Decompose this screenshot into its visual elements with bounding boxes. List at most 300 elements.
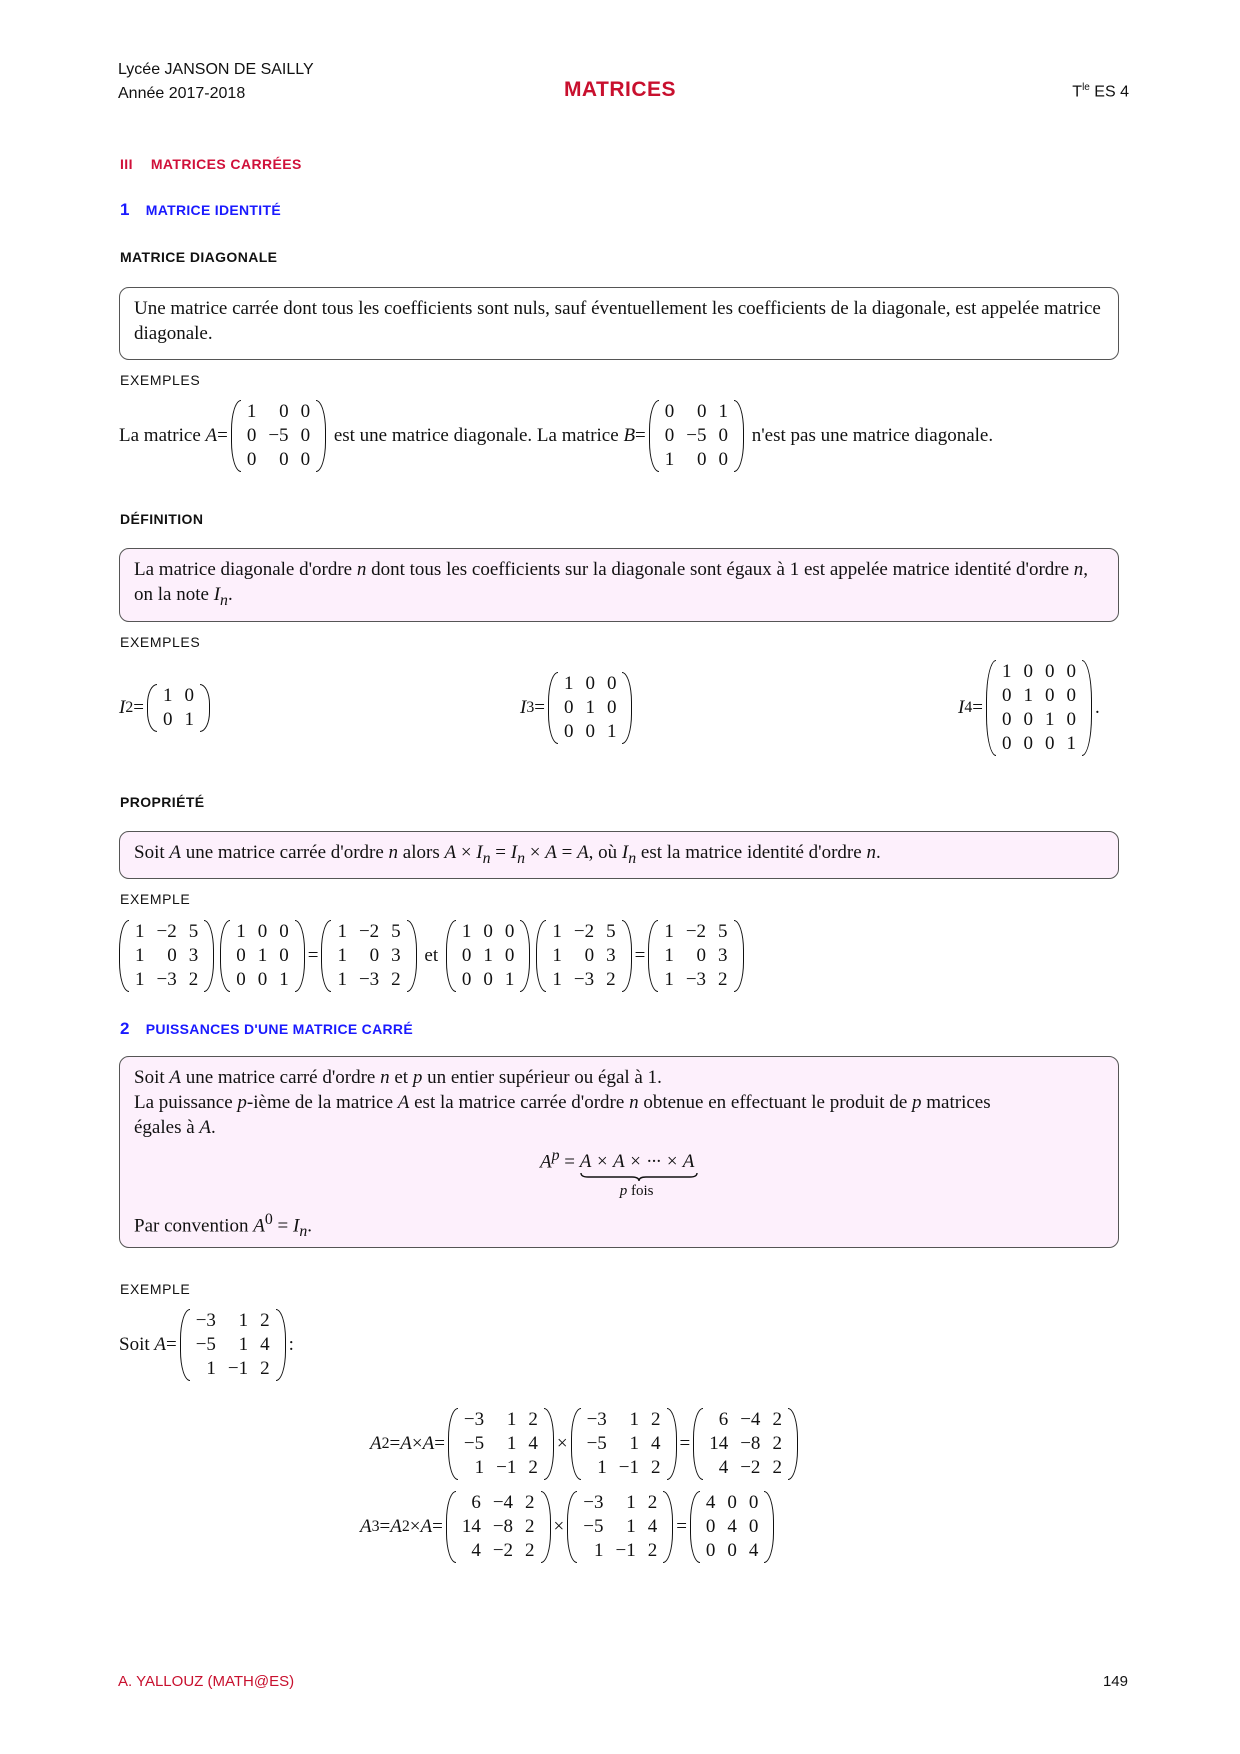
- matrix-cell: 2: [525, 1516, 535, 1537]
- matrix-cell: 0: [483, 921, 493, 942]
- matrix-cell: 0: [606, 697, 617, 718]
- matrix-cell: 2: [528, 1457, 538, 1478]
- matrix-cell: 1: [664, 945, 674, 966]
- matrix-cell: 4: [260, 1334, 270, 1355]
- example2-label: EXEMPLE: [120, 1281, 191, 1297]
- left-paren: [180, 1309, 190, 1381]
- matrix-cell: 1: [1044, 709, 1055, 730]
- matrix-row: [546, 944, 621, 968]
- matrix-row: [546, 968, 621, 992]
- matrix-cell: 0: [461, 945, 472, 966]
- matrix-row: [558, 720, 623, 744]
- matrix-cell: −8: [492, 1516, 514, 1537]
- right-paren: [734, 920, 744, 992]
- text: et: [389, 1067, 413, 1088]
- text: Par convention: [134, 1215, 254, 1237]
- matrix-cell: 1: [606, 721, 617, 742]
- text: obtenue en effectuant le produit de: [638, 1092, 913, 1113]
- times: ×: [556, 1433, 568, 1454]
- matrix-row: [700, 1515, 765, 1539]
- equals: =: [389, 1433, 401, 1454]
- school-year: Année 2017-2018: [118, 85, 246, 102]
- matrix-cell: −2: [740, 1457, 761, 1478]
- equals: =: [434, 1433, 445, 1454]
- section-number: III: [120, 156, 133, 172]
- matrix-row: [659, 400, 734, 424]
- power-definition-box: [119, 1056, 1119, 1248]
- matrix-body: [658, 920, 733, 992]
- matrix-cell: 1: [135, 921, 145, 942]
- class-label: [1072, 82, 1129, 101]
- matrix-cell: 1: [238, 1310, 249, 1331]
- identity-I3: [520, 672, 635, 744]
- matrix-cell: 1: [629, 1409, 639, 1430]
- text: , on la note: [134, 559, 1089, 605]
- matrix-cell: 2: [651, 1409, 661, 1430]
- var-n: n: [356, 559, 367, 580]
- matrix-row: [129, 968, 204, 992]
- var-A: A: [360, 1516, 372, 1537]
- matrix-row: [558, 672, 623, 696]
- subsection-2-heading: [120, 1019, 413, 1039]
- var-n: n: [299, 1223, 308, 1241]
- matrix-M: [648, 920, 743, 992]
- matrix-cell: 0: [705, 1516, 716, 1537]
- text: égales à: [134, 1117, 200, 1138]
- matrix-A2: [446, 1491, 551, 1563]
- matrix-row: [241, 424, 316, 448]
- matrix-cell: 3: [391, 945, 401, 966]
- var-p: p: [551, 1147, 560, 1164]
- matrix-cell: −5: [268, 425, 289, 446]
- matrix-cell: 2: [772, 1409, 782, 1430]
- matrix-cell: 0: [184, 685, 194, 706]
- matrix-row: [996, 708, 1082, 732]
- superscript: 2: [401, 1518, 410, 1535]
- matrix-cell: 1: [1001, 661, 1012, 682]
- matrix-cell: 0: [167, 945, 177, 966]
- times: ×: [456, 842, 477, 863]
- matrix-cell: 0: [1066, 685, 1076, 706]
- matrix-M: [119, 920, 214, 992]
- matrix-cell: 0: [1001, 709, 1012, 730]
- var-I: I: [213, 584, 221, 605]
- matrix-row: [331, 944, 406, 968]
- matrix-cell: 3: [718, 945, 728, 966]
- matrix-cell: −5: [686, 425, 707, 446]
- matrix-cell: 1: [626, 1516, 636, 1537]
- property-example-line: [116, 920, 747, 992]
- right-paren: [734, 400, 744, 472]
- matrix-cell: 1: [279, 969, 289, 990]
- diag-definition-text: Une matrice carrée dont tous les coefficients sont nuls, sauf éventuellement les coefficients de la diagonale, est appelée matrice diagonale.: [134, 298, 1101, 344]
- var-n: n: [517, 849, 526, 867]
- matrix-body: [703, 1408, 788, 1480]
- matrix-cell: 0: [563, 721, 574, 742]
- equals: =: [432, 1516, 443, 1537]
- colon: :: [288, 1334, 294, 1355]
- matrix-body: [331, 920, 406, 992]
- matrix-cell: 1: [563, 673, 574, 694]
- matrix-cell: 0: [1044, 685, 1055, 706]
- var-I: I: [958, 697, 965, 718]
- matrix-A2: [693, 1408, 798, 1480]
- matrix-body: [558, 672, 623, 744]
- matrix-cell: 6: [471, 1492, 481, 1513]
- matrix-body: [456, 920, 521, 992]
- matrix-cell: 4: [705, 1492, 716, 1513]
- matrix-cell: 1: [238, 1334, 249, 1355]
- matrix-cell: 0: [585, 673, 595, 694]
- matrix-row: [577, 1515, 663, 1539]
- left-paren: [693, 1408, 703, 1480]
- matrix-cell: 1: [483, 945, 493, 966]
- matrix-cell: 0: [705, 1540, 716, 1561]
- matrix-row: [157, 684, 200, 708]
- matrix-cell: 0: [162, 709, 173, 730]
- text: dont tous les coefficients sur la diagonale sont égaux à 1 est appelée matrice identité d'ordre: [366, 559, 1074, 580]
- matrix-cell: 2: [188, 969, 199, 990]
- var-A: A: [169, 842, 181, 863]
- left-paren: [648, 920, 658, 992]
- matrix-cell: 2: [528, 1409, 538, 1430]
- right-paren: [788, 1408, 798, 1480]
- text: -ième de la matrice: [246, 1092, 398, 1113]
- matrix-row: [577, 1539, 663, 1563]
- matrix-cell: 0: [246, 449, 257, 470]
- example2-A-line: [119, 1309, 294, 1381]
- text: n'est pas une matrice diagonale.: [751, 425, 994, 446]
- matrix-row: [659, 448, 734, 472]
- matrix-cell: 2: [606, 969, 616, 990]
- matrix-row: [581, 1456, 667, 1480]
- section-title: MATRICES CARRÉES: [150, 156, 302, 172]
- power-formula: [540, 1143, 695, 1200]
- matrix-row: [129, 920, 204, 944]
- matrix-cell: 1: [506, 1409, 517, 1430]
- school-name: Lycée JANSON DE SAILLY: [118, 61, 314, 78]
- matrix-body: [230, 920, 295, 992]
- matrix-cell: 6: [718, 1409, 729, 1430]
- matrix-A: [567, 1491, 673, 1563]
- matrix-row: [658, 968, 733, 992]
- identity-I2: [119, 684, 213, 732]
- matrix-cell: 0: [1023, 661, 1033, 682]
- matrix-row: [703, 1432, 788, 1456]
- matrix-row: [456, 968, 521, 992]
- matrix-cell: −3: [586, 1409, 607, 1430]
- right-paren: [204, 920, 214, 992]
- equals: =: [635, 425, 646, 446]
- times: ×: [525, 842, 546, 863]
- matrix-cell: 14: [709, 1433, 729, 1454]
- class-suffix: ES 4: [1089, 83, 1129, 101]
- matrix-cell: 1: [135, 945, 145, 966]
- matrix-cell: 0: [236, 969, 246, 990]
- equals: =: [559, 1151, 580, 1173]
- matrix-row: [456, 1491, 541, 1515]
- matrix-body: [996, 660, 1082, 756]
- matrix-cell: 1: [593, 1540, 604, 1561]
- equals: =: [379, 1516, 391, 1537]
- matrix-cell: 2: [260, 1310, 270, 1331]
- matrix-row: [230, 944, 295, 968]
- text: matrices: [921, 1092, 991, 1113]
- var-A: A: [390, 1516, 402, 1537]
- matrix-B: [649, 400, 744, 472]
- matrix-cell: −1: [496, 1457, 517, 1478]
- text: une matrice carrée d'ordre: [180, 842, 389, 863]
- matrix-cell: 4: [647, 1516, 658, 1537]
- subsection-title: MATRICE IDENTITÉ: [145, 202, 281, 218]
- var-p: p: [237, 1092, 247, 1113]
- matrix-cell: 0: [504, 945, 515, 966]
- matrix-row: [700, 1491, 765, 1515]
- matrix-cell: 1: [552, 921, 562, 942]
- matrix-cell: 2: [525, 1540, 535, 1561]
- matrix-I2: [147, 684, 210, 732]
- matrix-cell: −3: [463, 1409, 485, 1430]
- matrix-cell: 0: [504, 921, 515, 942]
- matrix-M: [536, 920, 631, 992]
- matrix-cell: 0: [748, 1492, 759, 1513]
- brace-label: [620, 1179, 654, 1204]
- text: La puissance: [134, 1092, 238, 1113]
- equals: =: [676, 1516, 687, 1537]
- var-B: B: [623, 425, 636, 446]
- matrix-cell: 1: [552, 945, 562, 966]
- superscript: 3: [371, 1518, 380, 1535]
- right-paren: [200, 684, 210, 732]
- matrix-cell: 3: [606, 945, 616, 966]
- right-paren: [663, 1491, 673, 1563]
- matrix-row: [659, 424, 734, 448]
- matrix-cell: 0: [1023, 733, 1033, 754]
- text: alors: [398, 842, 445, 863]
- right-paren: [622, 672, 632, 744]
- matrix-cell: 0: [664, 401, 675, 422]
- matrix-I3: [220, 920, 305, 992]
- text: une matrice carré d'ordre: [180, 1067, 381, 1088]
- underbrace-group: [579, 1149, 695, 1200]
- power-line-3: [134, 1115, 1104, 1140]
- matrix-body: [241, 400, 316, 472]
- matrix-cell: 1: [184, 709, 194, 730]
- matrix-row: [581, 1408, 667, 1432]
- subscript: 2: [125, 699, 134, 716]
- right-paren: [276, 1309, 286, 1381]
- matrix-row: [703, 1408, 788, 1432]
- power-line-1: [134, 1065, 1104, 1090]
- matrix-body: [700, 1491, 765, 1563]
- A2-computation: [370, 1408, 801, 1480]
- matrix-cell: 1: [1023, 685, 1033, 706]
- matrix-row: [581, 1432, 667, 1456]
- subscript: 3: [526, 699, 535, 716]
- class-prefix: T: [1072, 83, 1083, 101]
- matrix-body: [190, 1309, 276, 1381]
- matrix-M: [321, 920, 416, 992]
- equals: =: [634, 945, 646, 966]
- matrix-cell: 1: [664, 969, 674, 990]
- matrix-cell: 2: [772, 1457, 782, 1478]
- matrix-A: [448, 1408, 554, 1480]
- matrix-cell: 0: [563, 697, 574, 718]
- left-paren: [649, 400, 659, 472]
- var-n: n: [380, 1067, 390, 1088]
- matrix-cell: 4: [718, 1457, 729, 1478]
- superscript: 0: [264, 1211, 273, 1228]
- text: est une matrice diagonale. La matrice: [333, 425, 619, 446]
- subscript: 4: [964, 699, 973, 716]
- matrix-cell: 1: [474, 1457, 485, 1478]
- text: est la matrice carrée d'ordre: [409, 1092, 630, 1113]
- matrix-cell: 2: [772, 1433, 782, 1454]
- matrix-cell: −2: [492, 1540, 514, 1561]
- matrix-cell: 0: [1066, 709, 1076, 730]
- matrix-cell: 2: [260, 1358, 270, 1379]
- left-paren: [690, 1491, 700, 1563]
- text-et: et: [424, 945, 439, 966]
- matrix-cell: 4: [471, 1540, 481, 1561]
- matrix-cell: 0: [1044, 661, 1055, 682]
- equals: =: [490, 842, 511, 863]
- matrix-cell: 2: [647, 1540, 658, 1561]
- matrix-cell: 0: [696, 449, 707, 470]
- matrix-cell: −1: [618, 1457, 639, 1478]
- matrix-cell: −3: [358, 969, 380, 990]
- matrix-A: [180, 1309, 286, 1381]
- equals: =: [133, 697, 144, 718]
- matrix-row: [456, 1515, 541, 1539]
- subsection-1-heading: [120, 200, 281, 220]
- left-paren: [567, 1491, 577, 1563]
- matrix-body: [659, 400, 734, 472]
- right-paren: [1082, 660, 1092, 756]
- period: .: [875, 842, 881, 863]
- matrix-row: [558, 696, 623, 720]
- page-title: MATRICES: [563, 78, 677, 101]
- var-A: A: [370, 1433, 382, 1454]
- matrix-cell: 0: [696, 945, 707, 966]
- matrix-row: [577, 1491, 663, 1515]
- matrix-row: [190, 1357, 276, 1381]
- matrix-cell: −3: [195, 1310, 216, 1331]
- matrix-cell: 5: [188, 921, 199, 942]
- def-heading: DÉFINITION: [120, 511, 204, 527]
- matrix-row: [230, 920, 295, 944]
- property-box: [119, 831, 1119, 879]
- matrix-cell: 1: [236, 921, 246, 942]
- var-A: A: [400, 1433, 412, 1454]
- matrix-cell: −3: [583, 1492, 604, 1513]
- matrix-row: [458, 1408, 544, 1432]
- matrix-cell: 0: [369, 945, 380, 966]
- matrix-cell: 1: [585, 697, 595, 718]
- var-A: A: [154, 1334, 166, 1355]
- var-A: A: [397, 1092, 410, 1113]
- left-paren: [446, 920, 456, 992]
- matrix-cell: 1: [629, 1433, 639, 1454]
- right-paren: [295, 920, 305, 992]
- class-sup: le: [1082, 82, 1090, 93]
- matrix-row: [700, 1539, 765, 1563]
- right-paren: [667, 1408, 677, 1480]
- left-paren: [446, 1491, 456, 1563]
- matrix-row: [703, 1456, 788, 1480]
- times: ×: [553, 1516, 565, 1537]
- matrix-cell: 1: [626, 1492, 636, 1513]
- left-paren: [231, 400, 241, 472]
- matrix-cell: 0: [696, 401, 707, 422]
- matrix-cell: 0: [279, 921, 289, 942]
- matrix-row: [658, 920, 733, 944]
- matrix-cell: 0: [748, 1516, 759, 1537]
- matrix-cell: −2: [685, 921, 707, 942]
- footer-author: A. YALLOUZ (MATH@ES): [118, 1673, 295, 1690]
- var-A: A: [205, 425, 218, 446]
- identity-I4: [958, 660, 1100, 756]
- text: est la matrice identité d'ordre: [636, 842, 867, 863]
- equals: =: [307, 945, 319, 966]
- matrix-cell: 0: [727, 1492, 737, 1513]
- matrix-cell: 1: [1066, 733, 1076, 754]
- matrix-cell: 0: [300, 449, 311, 470]
- period: .: [1094, 697, 1100, 718]
- section-heading: [120, 156, 302, 172]
- text: La matrice diagonale d'ordre: [134, 559, 357, 580]
- matrix-cell: 0: [718, 449, 728, 470]
- var-n: n: [388, 842, 399, 863]
- power-convention: [134, 1207, 312, 1244]
- matrix-row: [456, 920, 521, 944]
- var-A: A: [169, 1067, 181, 1088]
- text: Soit: [134, 842, 170, 863]
- matrix-cell: −4: [740, 1409, 761, 1430]
- matrix-row: [458, 1432, 544, 1456]
- var-n: n: [220, 591, 228, 609]
- times: ×: [411, 1433, 423, 1454]
- matrix-cell: −2: [358, 921, 380, 942]
- superscript: 2: [381, 1435, 390, 1452]
- var-I: I: [119, 697, 126, 718]
- matrix-row: [546, 920, 621, 944]
- matrix-cell: 1: [552, 969, 562, 990]
- diag-examples-label: EXEMPLES: [120, 372, 201, 388]
- text: .: [211, 1117, 216, 1138]
- footer-page-number: 149: [1102, 1673, 1128, 1690]
- matrix-cell: 0: [1001, 685, 1012, 706]
- matrix-cell: 1: [246, 401, 257, 422]
- left-paren: [119, 920, 129, 992]
- right-paren: [407, 920, 417, 992]
- right-paren: [316, 400, 326, 472]
- left-paren: [986, 660, 996, 756]
- text: un entier supérieur ou égal à 1.: [422, 1067, 662, 1088]
- matrix-cell: −5: [586, 1433, 607, 1454]
- subsection-number: 2: [120, 1019, 130, 1038]
- matrix-row: [456, 1539, 541, 1563]
- matrix-row: [230, 968, 295, 992]
- matrix-cell: 1: [506, 1433, 517, 1454]
- matrix-row: [190, 1333, 276, 1357]
- var-A: A: [420, 1516, 433, 1537]
- matrix-cell: 0: [606, 673, 617, 694]
- matrix-row: [331, 920, 406, 944]
- matrix-cell: 0: [1044, 733, 1055, 754]
- matrix-cell: 0: [1001, 733, 1012, 754]
- matrix-cell: 5: [718, 921, 728, 942]
